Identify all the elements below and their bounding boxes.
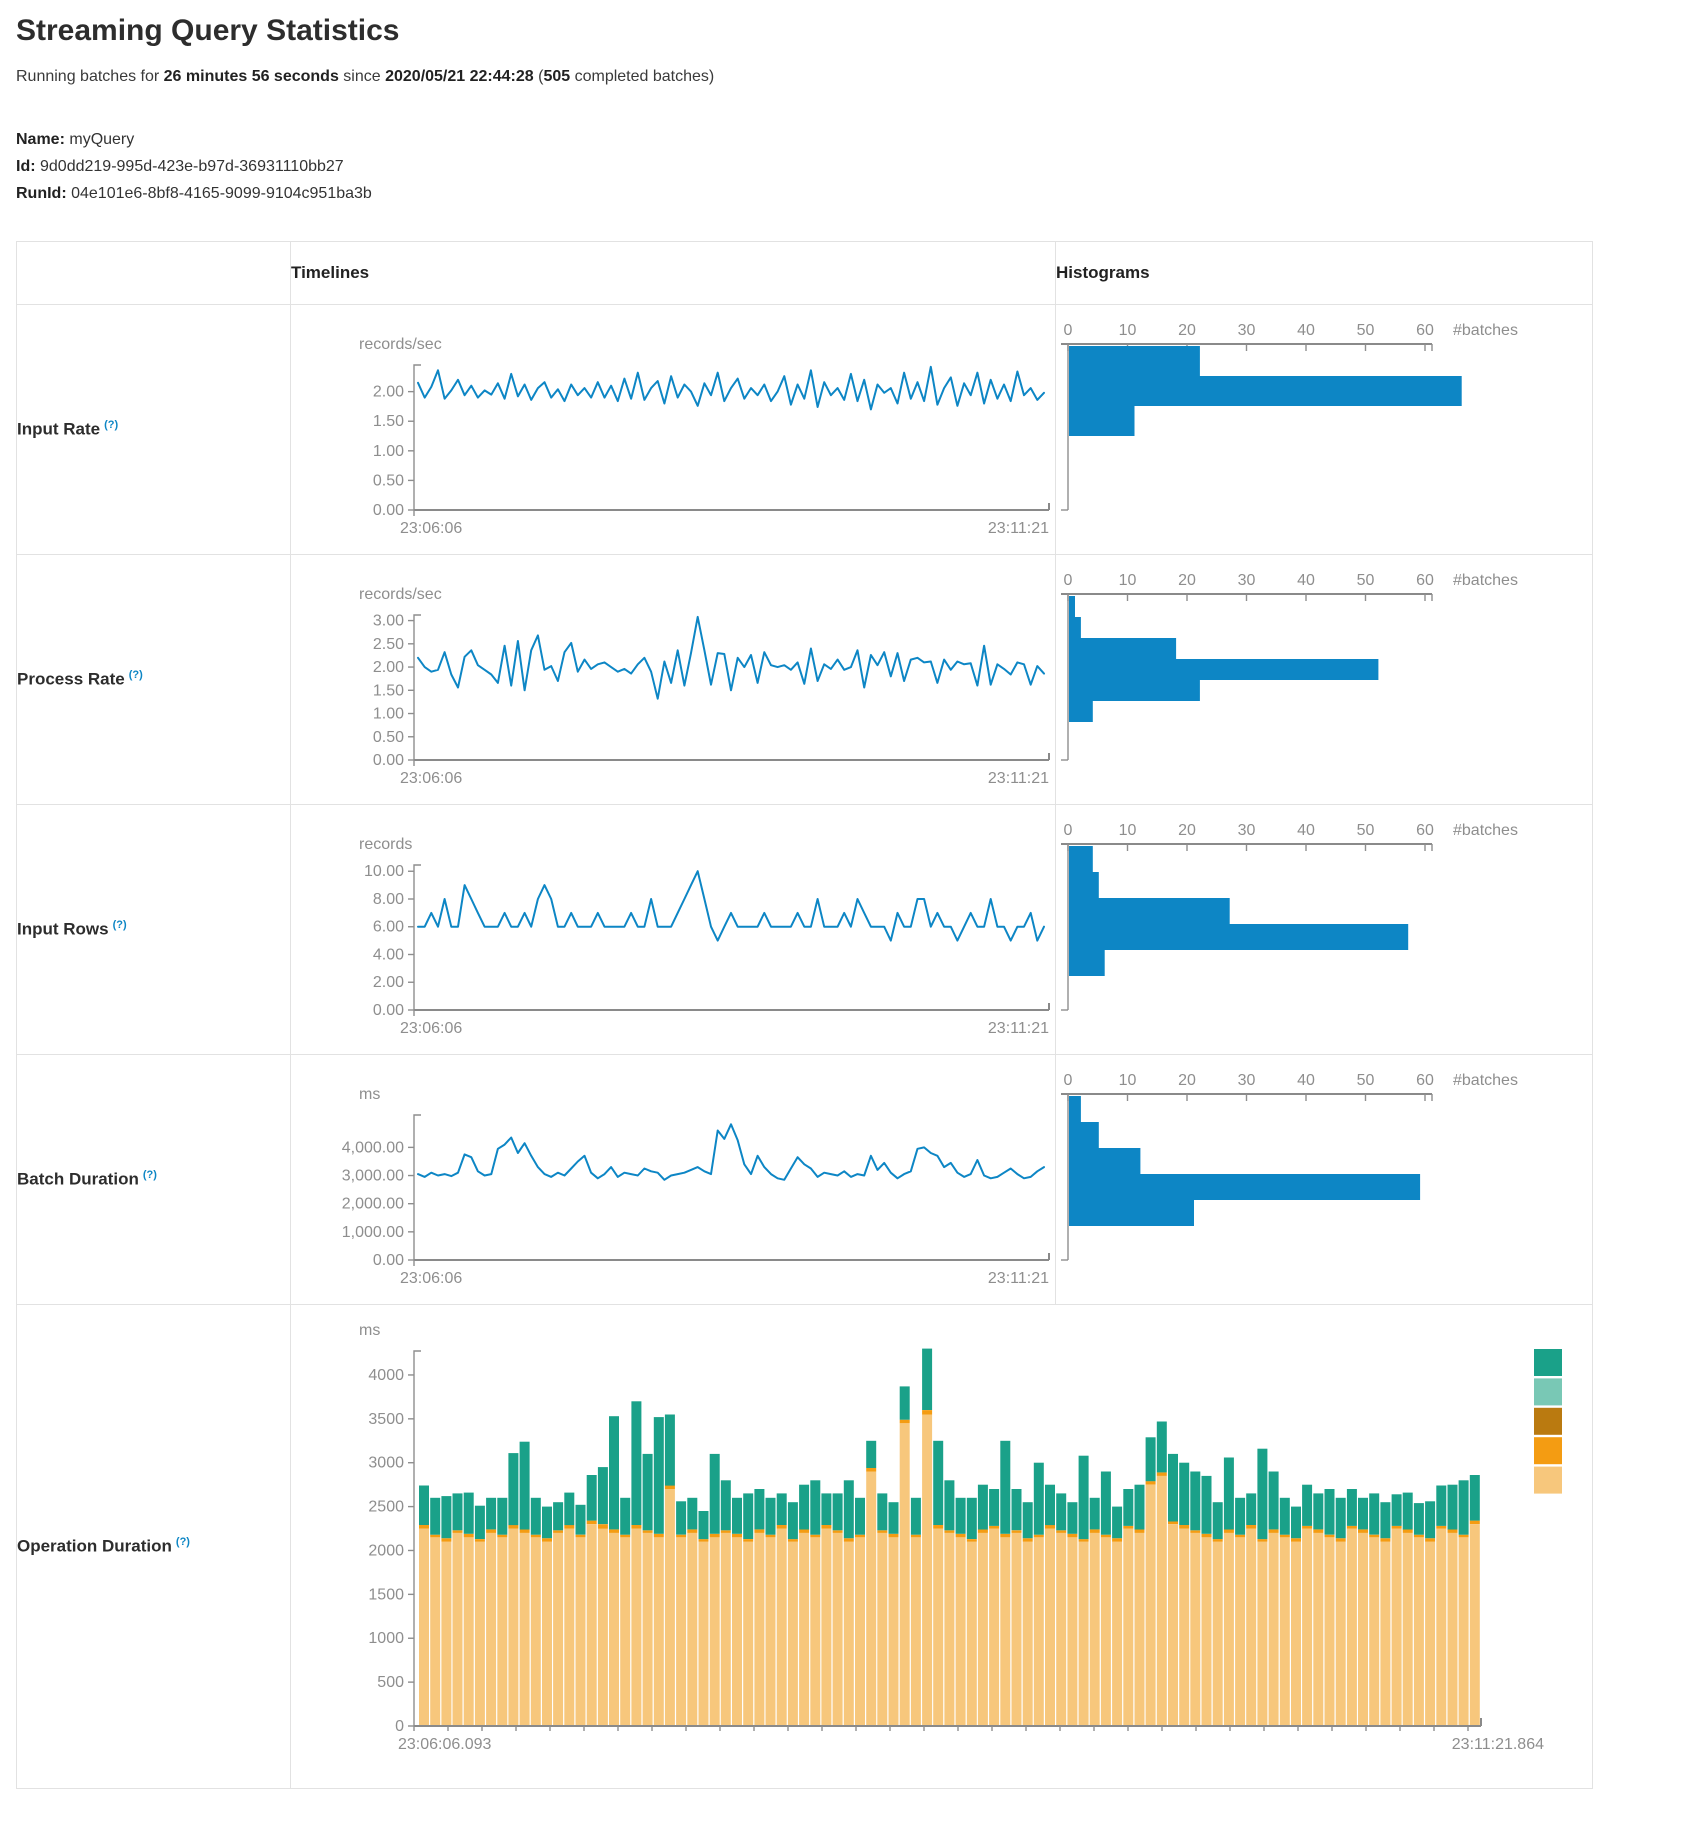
svg-text:1000: 1000: [368, 1630, 404, 1648]
svg-text:4,000.00: 4,000.00: [341, 1139, 404, 1157]
svg-text:40: 40: [1297, 572, 1315, 589]
statistics-table: [16, 241, 1593, 1789]
operation-duration-label: Operation Duration: [17, 1536, 172, 1556]
running-batches-summary: [16, 68, 1677, 86]
query-id: 9d0dd219-995d-423e-b97d-36931110bb27: [40, 158, 344, 175]
summary-duration: 26 minutes 56 seconds: [163, 68, 339, 85]
svg-text:#batches: #batches: [1453, 572, 1518, 589]
input-rows-histogram-chart: [1056, 805, 1592, 1053]
svg-text:40: 40: [1297, 822, 1315, 839]
svg-text:0: 0: [395, 1718, 404, 1735]
svg-text:60: 60: [1416, 822, 1434, 839]
batch-duration-histogram-chart: [1056, 1055, 1592, 1303]
svg-text:0: 0: [1063, 572, 1073, 589]
operation-duration-chart: [291, 1305, 1592, 1787]
summary-paren-open: (: [533, 68, 544, 85]
legend-swatch: [1534, 1437, 1562, 1464]
svg-text:23:06:06: 23:06:06: [400, 770, 463, 787]
svg-text:records/sec: records/sec: [359, 336, 442, 353]
svg-text:23:11:21.864: 23:11:21.864: [1451, 1736, 1544, 1753]
svg-text:40: 40: [1297, 1072, 1315, 1089]
svg-text:0: 0: [1063, 322, 1073, 339]
svg-text:40: 40: [1297, 322, 1315, 339]
svg-text:6.00: 6.00: [372, 918, 404, 936]
svg-text:60: 60: [1416, 1072, 1434, 1089]
svg-text:2.50: 2.50: [372, 635, 404, 653]
svg-text:10.00: 10.00: [363, 863, 404, 881]
page-title: Streaming Query Statistics: [16, 14, 400, 47]
svg-text:30: 30: [1237, 822, 1256, 839]
input-rows-label: Input Rows: [17, 919, 109, 939]
svg-text:10: 10: [1118, 1072, 1137, 1089]
svg-text:2000: 2000: [368, 1542, 404, 1560]
input-rate-row: [17, 305, 1593, 555]
input-rate-timeline-chart: [291, 305, 1055, 553]
row-label-process-rate: [17, 555, 291, 805]
operation-duration-row: [17, 1305, 1593, 1789]
help-icon[interactable]: (?): [104, 419, 119, 432]
runid-label: RunId:: [16, 185, 67, 202]
svg-text:3.00: 3.00: [372, 612, 404, 630]
process-rate-label: Process Rate: [17, 669, 125, 689]
row-label-header-cell: [17, 242, 291, 305]
svg-text:30: 30: [1237, 322, 1256, 339]
query-runid-line: [16, 180, 1677, 207]
help-icon[interactable]: (?): [142, 1169, 157, 1182]
batch-duration-label: Batch Duration: [17, 1169, 139, 1189]
svg-text:0.50: 0.50: [372, 472, 404, 490]
svg-text:1.50: 1.50: [372, 413, 404, 431]
svg-text:2.00: 2.00: [372, 659, 404, 677]
help-icon[interactable]: (?): [112, 919, 127, 932]
svg-text:23:06:06.093: 23:06:06.093: [398, 1736, 492, 1753]
svg-text:2.00: 2.00: [372, 974, 404, 992]
svg-text:23:11:21: 23:11:21: [987, 520, 1049, 537]
svg-text:23:11:21: 23:11:21: [987, 1020, 1049, 1037]
input-rows-timeline-chart: [291, 805, 1055, 1053]
svg-text:23:06:06: 23:06:06: [400, 1270, 463, 1287]
help-icon[interactable]: (?): [175, 1536, 190, 1549]
process-rate-row: [17, 555, 1593, 805]
row-label-operation-duration: [17, 1305, 291, 1789]
svg-text:ms: ms: [359, 1322, 381, 1339]
svg-text:3,000.00: 3,000.00: [341, 1167, 404, 1185]
input-rate-label: Input Rate: [17, 419, 101, 439]
svg-text:60: 60: [1416, 572, 1434, 589]
svg-text:20: 20: [1178, 572, 1196, 589]
svg-text:ms: ms: [359, 1086, 381, 1103]
svg-text:50: 50: [1356, 1072, 1375, 1089]
batch-duration-row: [17, 1055, 1593, 1305]
svg-text:4000: 4000: [368, 1366, 404, 1384]
svg-text:30: 30: [1237, 572, 1256, 589]
process-rate-timeline-chart: [291, 555, 1055, 803]
svg-text:30: 30: [1237, 1072, 1256, 1089]
svg-text:0.00: 0.00: [372, 1252, 404, 1269]
svg-text:2500: 2500: [368, 1498, 404, 1516]
svg-text:20: 20: [1178, 1072, 1196, 1089]
help-icon[interactable]: (?): [128, 669, 143, 682]
svg-text:4.00: 4.00: [372, 946, 404, 964]
svg-text:0.00: 0.00: [372, 1002, 404, 1019]
svg-text:50: 50: [1356, 322, 1375, 339]
query-meta: [16, 126, 1677, 207]
svg-text:1.50: 1.50: [372, 682, 404, 700]
row-label-input-rate: [17, 305, 291, 555]
svg-text:20: 20: [1178, 822, 1196, 839]
svg-text:60: 60: [1416, 322, 1434, 339]
svg-text:3000: 3000: [368, 1454, 404, 1472]
svg-text:50: 50: [1356, 572, 1375, 589]
summary-since: 2020/05/21 22:44:28: [385, 68, 534, 85]
query-name: myQuery: [69, 131, 135, 148]
svg-text:500: 500: [377, 1674, 404, 1692]
svg-text:23:11:21: 23:11:21: [987, 770, 1049, 787]
svg-text:23:06:06: 23:06:06: [400, 1020, 463, 1037]
summary-paren-close: completed batches): [570, 68, 715, 85]
id-label: Id:: [16, 158, 36, 175]
timelines-header: Timelines: [291, 242, 1056, 305]
svg-text:#batches: #batches: [1453, 322, 1518, 339]
histograms-header: Histograms: [1056, 242, 1593, 305]
svg-text:2.00: 2.00: [372, 383, 404, 401]
name-label: Name:: [16, 131, 65, 148]
input-rows-row: [17, 805, 1593, 1055]
svg-text:1.00: 1.00: [372, 442, 404, 460]
svg-text:#batches: #batches: [1453, 1072, 1518, 1089]
query-id-line: [16, 153, 1677, 180]
svg-text:1.00: 1.00: [372, 705, 404, 723]
svg-text:0.00: 0.00: [372, 752, 404, 769]
svg-text:1500: 1500: [368, 1586, 404, 1604]
svg-text:0.00: 0.00: [372, 502, 404, 519]
summary-prefix: Running batches for: [16, 68, 164, 85]
svg-text:records: records: [359, 836, 413, 853]
row-label-input-rows: [17, 805, 291, 1055]
svg-text:records/sec: records/sec: [359, 586, 442, 603]
legend-swatch: [1534, 1467, 1562, 1494]
svg-text:0: 0: [1063, 1072, 1073, 1089]
legend-swatch: [1534, 1408, 1562, 1435]
svg-text:10: 10: [1118, 322, 1137, 339]
svg-text:0: 0: [1063, 822, 1073, 839]
legend-swatch: [1534, 1349, 1562, 1376]
row-label-batch-duration: [17, 1055, 291, 1305]
svg-text:0.50: 0.50: [372, 728, 404, 746]
svg-text:8.00: 8.00: [372, 890, 404, 908]
legend-swatch: [1534, 1378, 1562, 1405]
svg-text:3500: 3500: [368, 1410, 404, 1428]
svg-text:1,000.00: 1,000.00: [341, 1223, 404, 1241]
query-runid: 04e101e6-8bf8-4165-9099-9104c951ba3b: [71, 185, 372, 202]
process-rate-histogram-chart: [1056, 555, 1592, 803]
input-rate-histogram-chart: [1056, 305, 1592, 553]
svg-text:50: 50: [1356, 822, 1375, 839]
summary-middle: since: [338, 68, 386, 85]
batch-duration-timeline-chart: [291, 1055, 1055, 1303]
svg-text:#batches: #batches: [1453, 822, 1518, 839]
svg-text:23:06:06: 23:06:06: [400, 520, 463, 537]
svg-text:10: 10: [1118, 822, 1137, 839]
summary-batch-count: 505: [543, 68, 571, 85]
svg-text:2,000.00: 2,000.00: [341, 1195, 404, 1213]
query-name-line: [16, 126, 1677, 153]
svg-text:10: 10: [1118, 572, 1137, 589]
svg-text:23:11:21: 23:11:21: [987, 1270, 1049, 1287]
svg-text:20: 20: [1178, 322, 1196, 339]
